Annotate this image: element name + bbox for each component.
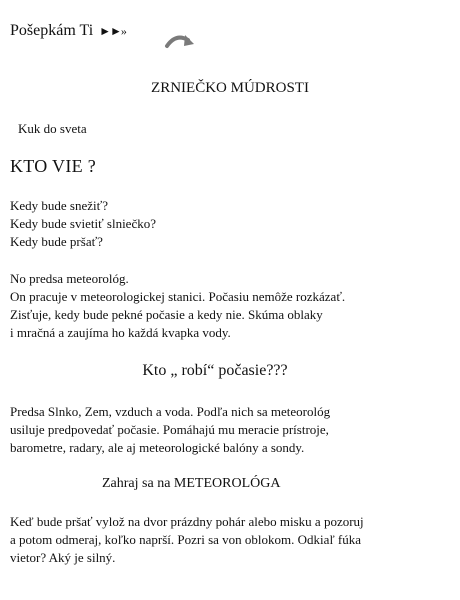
paragraph-line: vietor? Aký je silný. [10,550,116,565]
heading-kto-vie: KTO VIE ? [10,156,97,176]
header-text: Pošepkám Ti [10,22,94,39]
paragraph-line: Zisťuje, kedy bude pekné počasie a kedy nie. Skúma oblaky [10,307,323,322]
paragraph-meteorolog [10,270,345,342]
questions-block [10,197,156,251]
question-line: Kedy bude svietiť slniečko? [10,216,156,231]
paragraph-line: No predsa meteorológ. [10,271,129,286]
paragraph-line: usiluje predpovedať počasie. Pomáhajú mu meracie prístroje, [10,422,329,437]
question-line: Kedy bude pršať? [10,234,103,249]
header-arrows: ►►» [99,24,126,38]
heading-kto-robi-pocasie: Kto „ robí“ počasie??? [142,362,288,379]
page-title: ZRNIEČKO MÚDROSTI [151,80,309,96]
heading-zahraj-sa: Zahraj sa na METEOROLÓGA [102,476,281,491]
question-line: Kedy bude snežiť? [10,198,108,213]
header-line [10,22,126,40]
paragraph-line: a potom odmeraj, koľko naprší. Pozri sa von oblokom. Odkiaľ fúka [10,532,362,547]
subtitle: Kuk do sveta [18,121,87,136]
paragraph-slnko [10,403,330,457]
paragraph-line: i mračná a zaujíma ho každá kvapka vody. [10,325,231,340]
paragraph-activity [10,513,364,567]
paragraph-line: Keď bude pršať vylož na dvor prázdny pohár alebo misku a pozoruj [10,514,364,529]
curved-arrow-icon [164,31,196,51]
paragraph-line: barometre, radary, ale aj meteorologické balóny a sondy. [10,440,305,455]
paragraph-line: On pracuje v meteorologickej stanici. Počasiu nemôže rozkázať. [10,289,346,304]
paragraph-line: Predsa Slnko, Zem, vzduch a voda. Podľa nich sa meteorológ [10,404,331,419]
